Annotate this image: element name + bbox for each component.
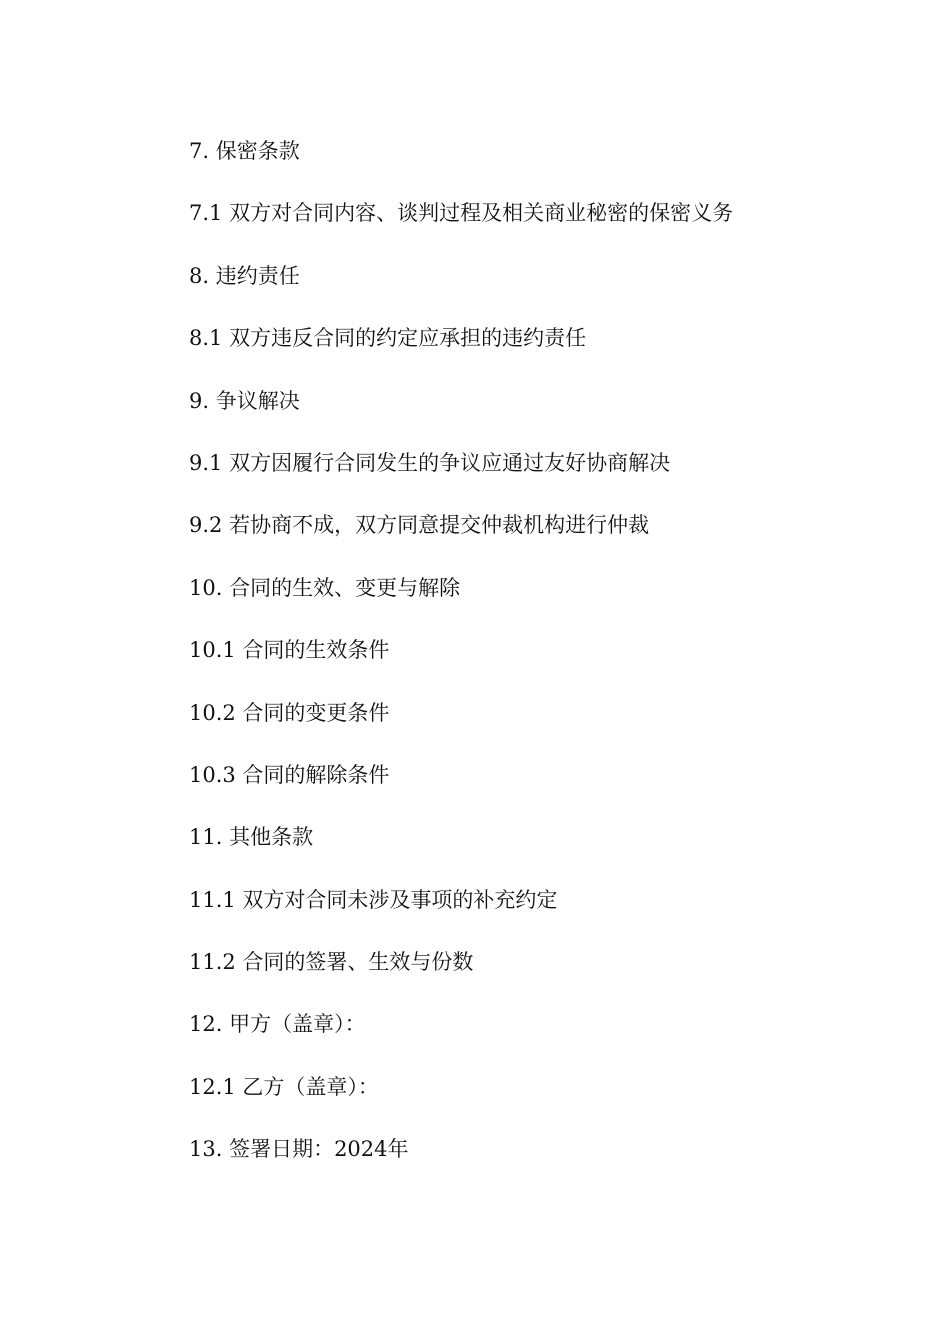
clause-11-heading: 11. 其他条款: [189, 825, 314, 850]
clause-10-heading: 10. 合同的生效、变更与解除: [189, 575, 461, 600]
clause-10-2: 10.2 合同的变更条件: [189, 700, 390, 725]
clause-9-2: 9.2 若协商不成，双方同意提交仲裁机构进行仲裁: [189, 513, 650, 538]
clause-12-1-party-b-seal: 12.1 乙方（盖章）：: [189, 1074, 379, 1099]
clause-7-heading: 7. 保密条款: [189, 139, 300, 163]
clause-9-heading: 9. 争议解决: [189, 388, 300, 413]
clause-10-1: 10.1 合同的生效条件: [189, 638, 390, 663]
clause-8-heading: 8. 违约责任: [189, 263, 300, 288]
clause-13-signing-date: 13. 签署日期：2024年: [189, 1137, 409, 1162]
clause-11-1: 11.1 双方对合同未涉及事项的补充约定: [189, 887, 558, 912]
clause-12-party-a-seal: 12. 甲方（盖章）：: [189, 1012, 366, 1037]
clause-10-3: 10.3 合同的解除条件: [189, 762, 390, 787]
clause-9-1: 9.1 双方因履行合同发生的争议应通过友好协商解决: [189, 450, 671, 475]
clause-8-1: 8.1 双方违反合同的约定应承担的违约责任: [189, 326, 587, 351]
clause-7-1: 7.1 双方对合同内容、谈判过程及相关商业秘密的保密义务: [189, 201, 734, 226]
contract-clauses: [189, 134, 889, 1195]
clause-11-2: 11.2 合同的签署、生效与份数: [189, 950, 474, 975]
